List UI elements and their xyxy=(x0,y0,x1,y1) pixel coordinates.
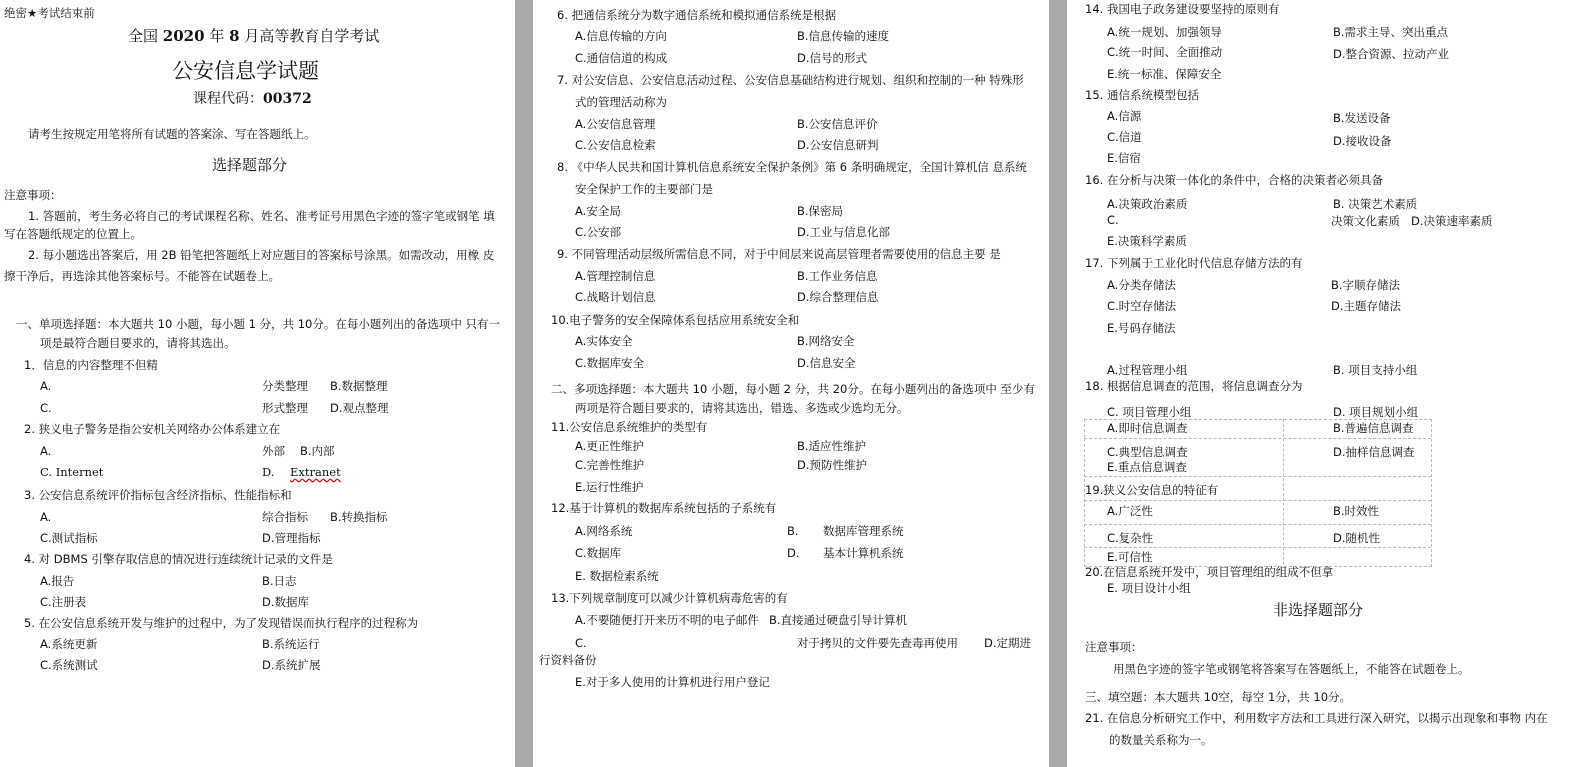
q17-option-c: C.时空存储法 xyxy=(1107,299,1177,313)
q8-option-d: D.工业与信息化部 xyxy=(797,225,891,239)
q13-option-c: C. xyxy=(575,636,587,650)
q1-option-d: D.观点整理 xyxy=(330,401,389,415)
q12-option-d: D. xyxy=(787,546,800,560)
question-4: 4. 对 DBMS 引擎存取信息的情况进行连续统计记录的文件是 xyxy=(24,552,333,566)
page-3 xyxy=(1067,0,1586,767)
q4-option-a: A.报告 xyxy=(40,574,75,588)
section-2-line-1: 二、多项选择题：本大题共 10 小题，每小题 2 分，共 20分。在每小题列出的备选项中 至少有 xyxy=(551,382,1036,396)
q9-option-b: B.工作业务信息 xyxy=(797,269,878,283)
question-19: 19.狭义公安信息的特征有 xyxy=(1085,483,1219,497)
course-code-value: 00372 xyxy=(263,91,312,107)
q2-option-d: D. xyxy=(262,465,275,479)
q1-option-c-text: 形式整理 xyxy=(262,401,308,415)
question-18: 18. 根据信息调查的范围，将信息调查分为 xyxy=(1085,379,1303,393)
q19-option-e: E.可信性 xyxy=(1107,550,1153,564)
table-row-divider xyxy=(1084,476,1431,477)
question-9: 9. 不同管理活动层级所需信息不同，对于中间层来说高层管理者需要使用的信息主要 是 xyxy=(557,247,1001,261)
q12-option-e: E. 数据检索系统 xyxy=(575,569,659,583)
page-1 xyxy=(0,0,515,767)
q20-option-d: D. 项目规划小组 xyxy=(1333,405,1419,419)
q20-option-a: A.过程管理小组 xyxy=(1107,363,1188,377)
q16-option-b: B. 决策艺术素质 xyxy=(1333,197,1418,211)
note-3: 用黑色字迹的签字笔或钢笔将答案写在答题纸上，不能答在试题卷上。 xyxy=(1113,662,1470,676)
q19-option-d: D.随机性 xyxy=(1333,531,1381,545)
q12-option-a: A.网络系统 xyxy=(575,524,633,538)
q8-option-b: B.保密局 xyxy=(797,204,844,218)
q2-option-a: A. xyxy=(40,444,52,458)
q20-option-e: E. 项目设计小组 xyxy=(1107,581,1191,595)
section-1-line-1: 一、单项选择题：本大题共 10 小题，每小题 1 分，共 10分。在每小题列出的备选项中 只有一 xyxy=(16,317,501,331)
part-2-title: 非选择题部分 xyxy=(1273,601,1364,619)
q13-option-d-cont: 行资料备份 xyxy=(539,653,597,667)
q11-option-d: D.预防性维护 xyxy=(797,458,868,472)
q14-option-e: E.统一标准、保障安全 xyxy=(1107,67,1222,81)
question-11: 11.公安信息系统维护的类型有 xyxy=(551,420,708,434)
q13-option-a: A.不要随便打开来历不明的电子邮件 xyxy=(575,613,759,627)
q13-option-b: B.直接通过硬盘引导计算机 xyxy=(769,613,908,627)
q3-option-c: C.测试指标 xyxy=(40,531,98,545)
q19-option-c: C.复杂性 xyxy=(1107,531,1154,545)
q4-option-b: B.日志 xyxy=(262,574,297,588)
question-7-line-1: 7. 对公安信息、公安信息活动过程、公安信息基础结构进行规划、组织和控制的一种 特殊形 xyxy=(557,73,1024,87)
question-12: 12.基于计算机的数据库系统包括的子系统有 xyxy=(551,501,777,515)
q8-option-c: C.公安部 xyxy=(575,225,622,239)
q1-option-a-text: 分类整理 xyxy=(262,379,308,393)
q3-option-a-text: 综合指标 xyxy=(262,510,308,524)
question-2: 2. 狭义电子警务是指公安机关网络办公体系建立在 xyxy=(24,422,281,436)
q16-option-a: A.决策政治素质 xyxy=(1107,197,1188,211)
course-code-label: 课程代码： xyxy=(193,91,263,107)
q14-option-c: C.统一时间、全面推动 xyxy=(1107,45,1223,59)
q20-option-b: B. 项目支持小组 xyxy=(1333,363,1418,377)
question-1: 1．信息的内容整理不但精 xyxy=(24,358,158,372)
question-6: 6. 把通信系统分为数字通信系统和模拟通信系统是根据 xyxy=(557,8,837,22)
q18-option-b: B.普遍信息调查 xyxy=(1333,421,1414,435)
q12-option-b: B. xyxy=(787,524,799,538)
page-2 xyxy=(533,0,1049,767)
q8-option-a: A.安全局 xyxy=(575,204,621,218)
q5-option-d: D.系统扩展 xyxy=(262,658,321,672)
question-8-line-1: 8. 《中华人民共和国计算机信息系统安全保护条例》第 6 条明确规定，全国计算机信 息系统 xyxy=(557,160,1027,174)
notes-title: 注意事项： xyxy=(4,188,62,202)
q18-option-e: E.重点信息调查 xyxy=(1107,460,1187,474)
q1-option-c: C. xyxy=(40,401,52,415)
q2-option-a-text: 外部 xyxy=(262,444,285,458)
note-2-line-1: 2. 每小题选出答案后，用 2B 铅笔把答题纸上对应题目的答案标号涂黑。如需改动，用橡 皮 xyxy=(28,248,495,262)
q15-option-b: B.发送设备 xyxy=(1333,111,1391,125)
q15-option-a: A.信源 xyxy=(1107,109,1142,123)
q4-option-c: C.注册表 xyxy=(40,595,87,609)
q15-option-d: D.接收设备 xyxy=(1333,134,1392,148)
exam-title xyxy=(128,28,379,44)
q20-option-c: C. 项目管理小组 xyxy=(1107,405,1192,419)
q3-option-d: D.管理指标 xyxy=(262,531,321,545)
notes-title-2: 注意事项： xyxy=(1085,640,1143,654)
q13-option-c-text: 对于拷贝的文件要先查毒再使用 xyxy=(797,636,958,650)
q7-option-d: D.公安信息研判 xyxy=(797,138,879,152)
q15-option-c: C.信道 xyxy=(1107,130,1142,144)
q17-option-d: D.主题存储法 xyxy=(1331,299,1402,313)
q6-option-b: B.信息传输的速度 xyxy=(797,29,890,43)
note-1-line-2: 写在答题纸规定的位置上。 xyxy=(4,227,142,241)
exam-title-post: 月高等教育自学考试 xyxy=(244,27,380,45)
part-title: 选择题部分 xyxy=(212,156,288,174)
q11-option-a: A.更正性维护 xyxy=(575,439,644,453)
q11-option-c: C.完善性维护 xyxy=(575,458,645,472)
q1-option-a: A. xyxy=(40,379,52,393)
q11-option-e: E.运行性维护 xyxy=(575,480,644,494)
course-code xyxy=(193,91,312,107)
q17-option-e: E.号码存储法 xyxy=(1107,321,1176,335)
section-1-line-2: 项是最符合题目要求的，请将其选出。 xyxy=(40,336,236,350)
q6-option-c: C.通信信道的构成 xyxy=(575,51,668,65)
q6-option-d: D.信号的形式 xyxy=(797,51,868,65)
subject-title: 公安信息学试题 xyxy=(172,59,319,83)
q3-option-b: B.转换指标 xyxy=(330,510,388,524)
question-3: 3. 公安信息系统评价指标包含经济指标、性能指标和 xyxy=(24,488,292,502)
q14-option-d: D.整合资源、拉动产业 xyxy=(1333,47,1450,61)
exam-title-pre: 全国 xyxy=(128,27,159,45)
note-1-line-1: 1. 答题前，考生务必将自己的考试课程名称、姓名、准考证号用黑色字迹的签字笔或钢笔 填 xyxy=(28,209,495,223)
q1-option-b: B.数据整理 xyxy=(330,379,388,393)
exam-title-mid: 年 xyxy=(209,27,225,45)
table-column-divider xyxy=(1283,419,1284,565)
q10-option-b: B.网络安全 xyxy=(797,334,855,348)
instruction: 请考生按规定用笔将所有试题的答案涂、写在答题纸上。 xyxy=(28,127,316,141)
q12-option-d-text: 基本计算机系统 xyxy=(823,546,904,560)
q15-option-e: E.信宿 xyxy=(1107,151,1141,165)
question-16: 16. 在分析与决策一体化的条件中，合格的决策者必须具备 xyxy=(1085,173,1383,187)
q18-option-d: D.抽样信息调查 xyxy=(1333,445,1415,459)
table-row-divider xyxy=(1084,547,1431,548)
note-2-line-2: 擦干净后，再选涂其他答案标号。不能答在试题卷上。 xyxy=(4,269,280,283)
q10-option-a: A.实体安全 xyxy=(575,334,633,348)
q14-option-a: A.统一规划、加强领导 xyxy=(1107,25,1222,39)
secret-mark: 绝密★考试结束前 xyxy=(4,6,95,20)
q4-option-d: D.数据库 xyxy=(262,595,310,609)
q16-option-c: C. xyxy=(1107,213,1119,227)
q10-option-d: D.信息安全 xyxy=(797,356,856,370)
question-13: 13.下列规章制度可以减少计算机病毒危害的有 xyxy=(551,591,788,605)
section-3: 三、填空题：本大题共 10空，每空 1分，共 10分。 xyxy=(1085,690,1352,704)
question-17: 17. 下列属于工业化时代信息存储方法的有 xyxy=(1085,256,1303,270)
q16-option-d: D.决策速率素质 xyxy=(1411,214,1493,228)
q19-option-b: B.时效性 xyxy=(1333,504,1380,518)
question-21-line-2: 的数量关系称为一。 xyxy=(1109,733,1213,747)
q12-option-b-text: 数据库管理系统 xyxy=(823,524,904,538)
q9-option-c: C.战略计划信息 xyxy=(575,290,656,304)
question-20: 20.在信息系统开发中，项目管理组的组成不但拿 xyxy=(1085,565,1334,579)
q6-option-a: A.信息传输的方向 xyxy=(575,29,667,43)
question-7-line-2: 式的管理活动称为 xyxy=(575,95,667,109)
q5-option-a: A.系统更新 xyxy=(40,637,98,651)
q11-option-b: B.适应性维护 xyxy=(797,439,867,453)
question-5: 5. 在公安信息系统开发与维护的过程中，为了发现错误而执行程序的过程称为 xyxy=(24,616,419,630)
q5-option-b: B.系统运行 xyxy=(262,637,320,651)
exam-month: 8 xyxy=(229,27,240,45)
q16-option-e: E.决策科学素质 xyxy=(1107,234,1187,248)
question-8-line-2: 安全保护工作的主要部门是 xyxy=(575,182,713,196)
q9-option-a: A.管理控制信息 xyxy=(575,269,656,283)
question-15: 15. 通信系统模型包括 xyxy=(1085,88,1199,102)
question-10: 10.电子警务的安全保障体系包括应用系统安全和 xyxy=(551,313,800,327)
question-14: 14. 我国电子政务建设要坚持的原则有 xyxy=(1085,2,1280,16)
q13-option-d: D.定期进 xyxy=(984,636,1032,650)
q19-option-a: A.广泛性 xyxy=(1107,504,1153,518)
q2-option-c: C. Internet xyxy=(40,465,104,479)
q18-option-c: C.典型信息调查 xyxy=(1107,445,1188,459)
q13-option-e: E.对于多人使用的计算机进行用户登记 xyxy=(575,675,770,689)
q2-option-b: B.内部 xyxy=(300,444,335,458)
q17-option-a: A.分类存储法 xyxy=(1107,278,1176,292)
table-row-divider xyxy=(1084,500,1431,501)
q17-option-b: B.字顺存储法 xyxy=(1331,278,1401,292)
q16-option-c-text: 决策文化素质 xyxy=(1331,214,1400,228)
table-row-divider xyxy=(1084,524,1431,525)
q5-option-c: C.系统测试 xyxy=(40,658,98,672)
question-21-line-1: 21. 在信息分析研究工作中，利用数字方法和工具进行深入研究，以揭示出现象和事物 内在 xyxy=(1085,711,1548,725)
section-2-line-2: 两项是符合题目要求的，请将其选出，错选、多选或少选均无分。 xyxy=(575,401,909,415)
q9-option-d: D.综合整理信息 xyxy=(797,290,879,304)
q7-option-c: C.公安信息检索 xyxy=(575,138,656,152)
q3-option-a: A. xyxy=(40,510,52,524)
table-row-divider xyxy=(1084,438,1431,439)
q2-option-d-text: Extranet xyxy=(290,465,341,479)
q14-option-b: B.需求主导、突出重点 xyxy=(1333,25,1449,39)
q10-option-c: C.数据库安全 xyxy=(575,356,645,370)
q12-option-c: C.数据库 xyxy=(575,546,622,560)
q18-option-a: A.即时信息调查 xyxy=(1107,421,1188,435)
q7-option-b: B.公安信息评价 xyxy=(797,117,878,131)
exam-year: 2020 xyxy=(162,27,205,45)
q7-option-a: A.公安信息管理 xyxy=(575,117,656,131)
